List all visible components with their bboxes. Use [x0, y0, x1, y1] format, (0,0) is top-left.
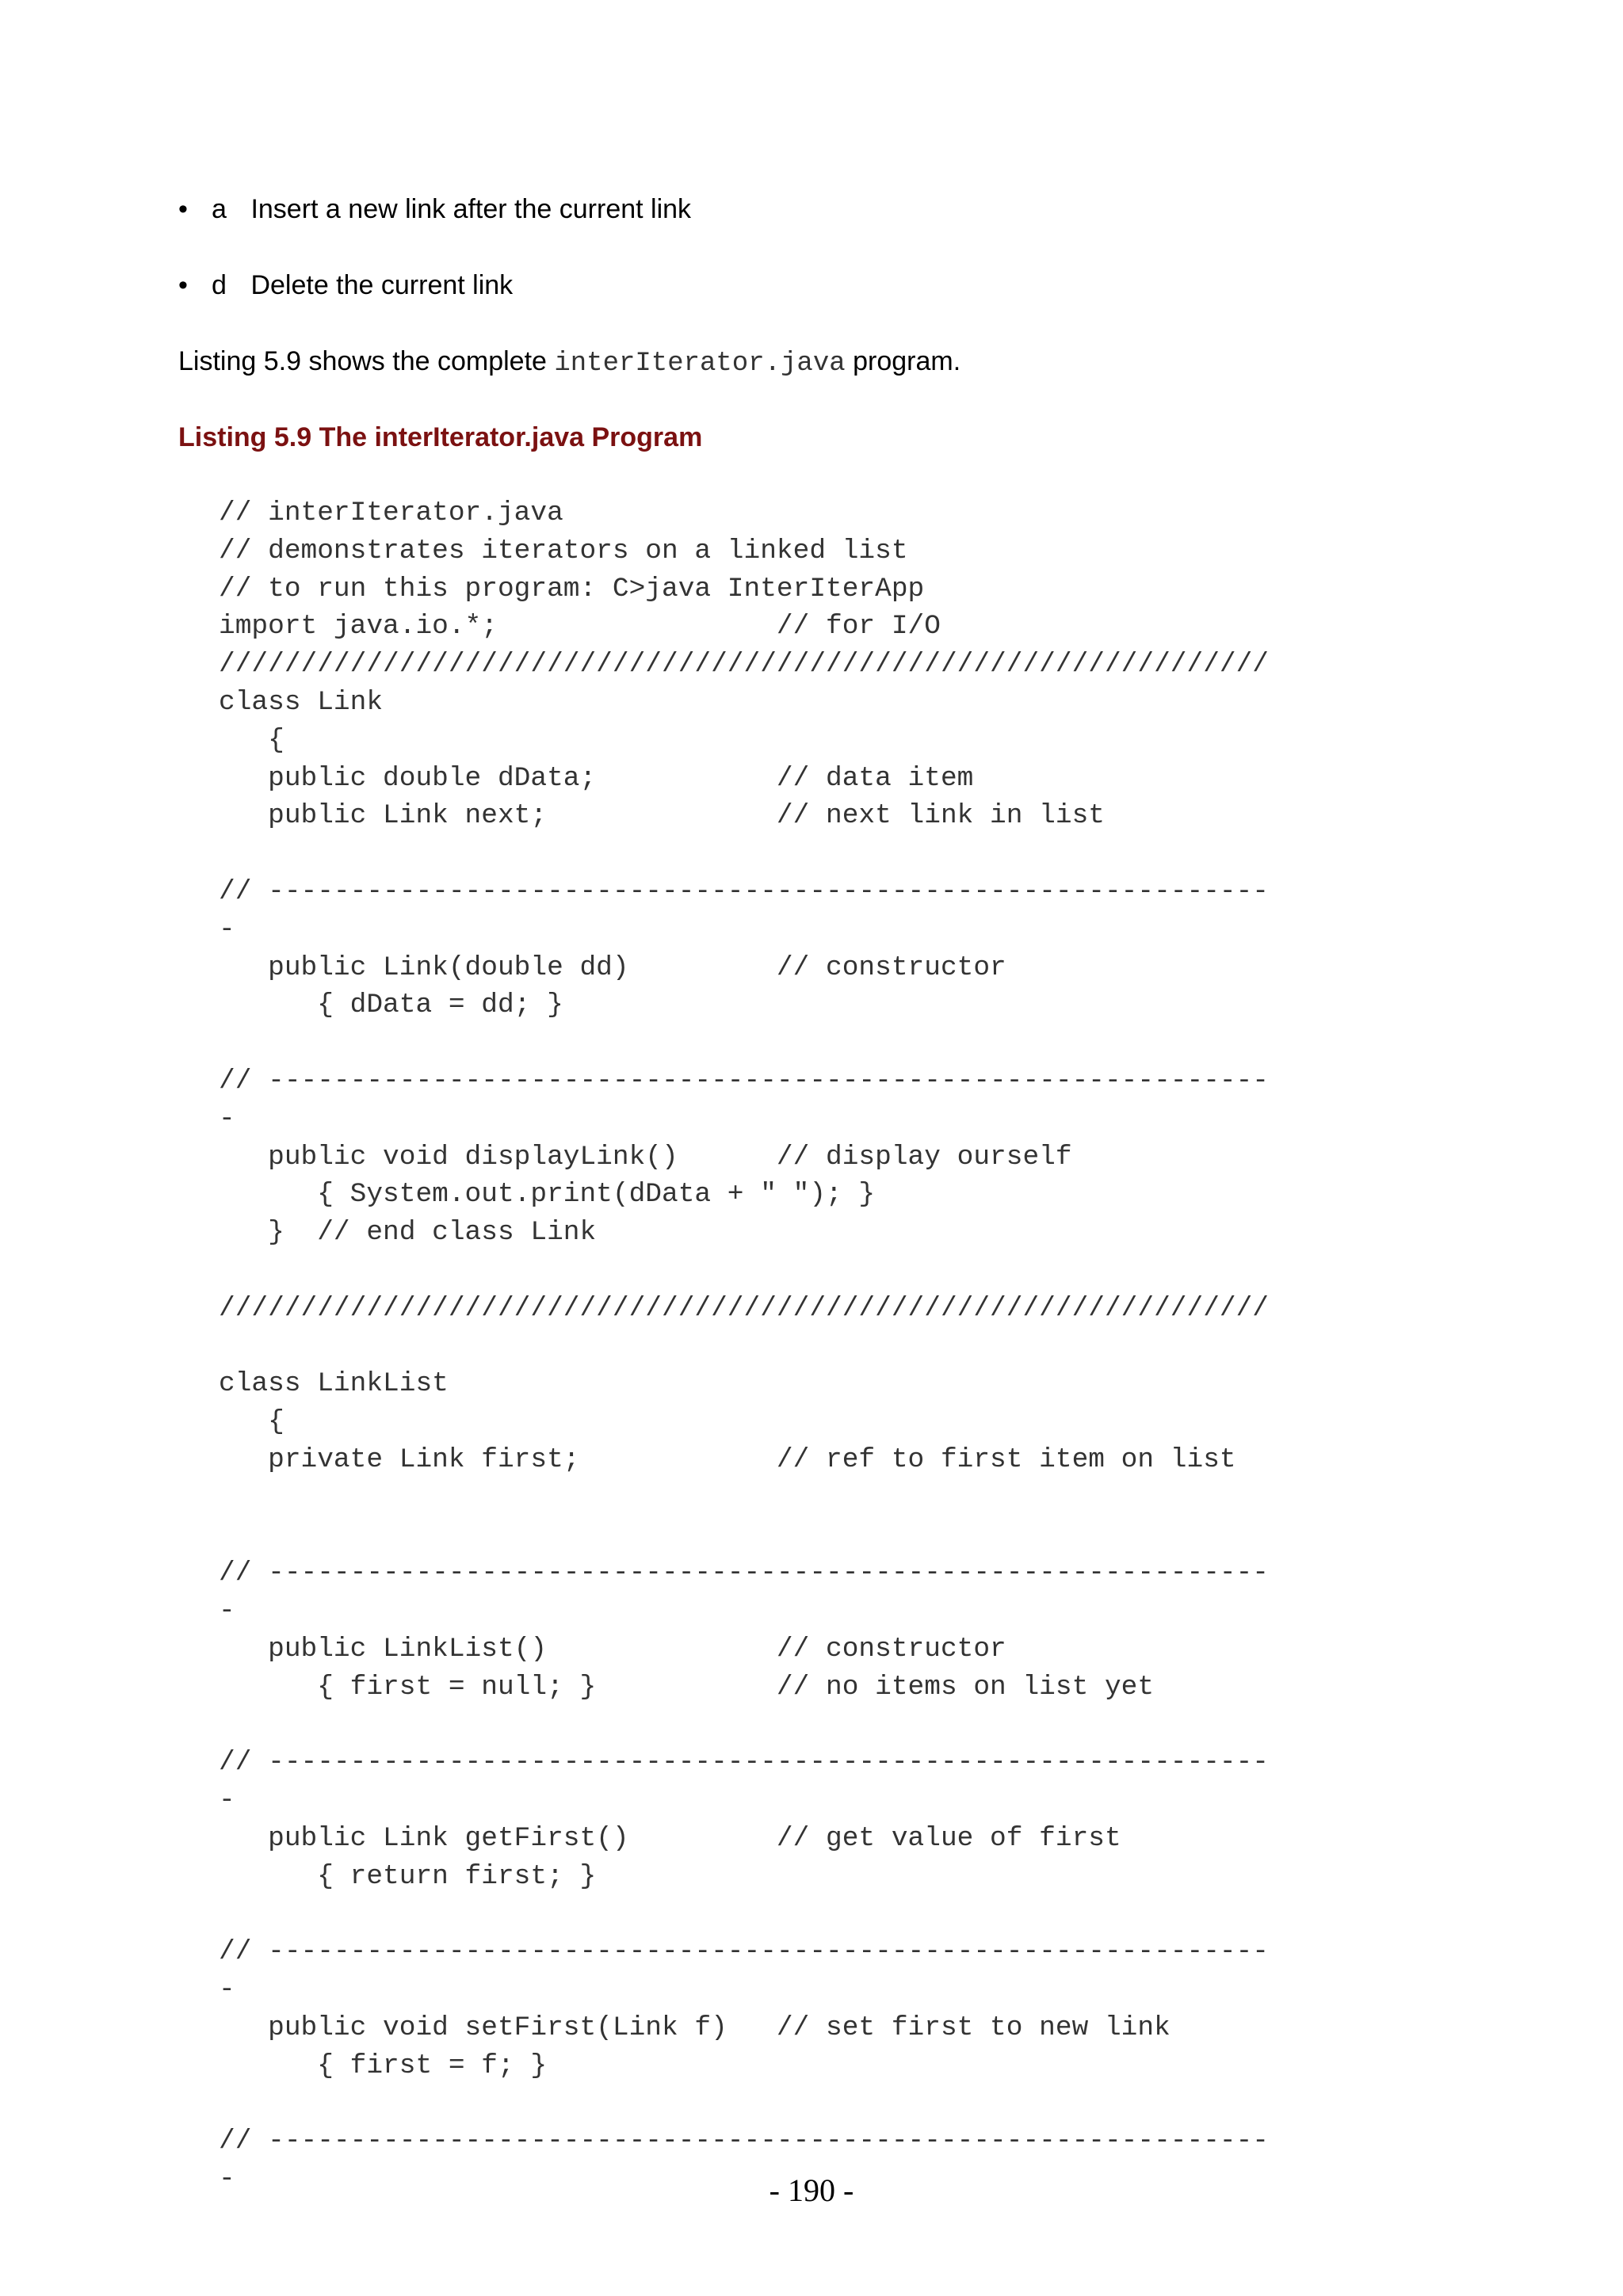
list-item [178, 190, 691, 266]
code-line: // ------------------------------------------------------------- [219, 1065, 1270, 1097]
code-line: { first = null; } // no items on list yet [219, 1671, 1155, 1703]
code-line: public double dData; // data item [219, 762, 974, 794]
code-line: public LinkList() // constructor [219, 1633, 1006, 1665]
code-line: { first = f; } [219, 2050, 548, 2081]
code-line: { [219, 724, 285, 756]
code-line: // ------------------------------------------------------------- [219, 2126, 1270, 2157]
code-line: - [219, 1103, 235, 1135]
code-line: - [219, 2164, 235, 2195]
code-line: class Link [219, 686, 384, 718]
code-line: // ------------------------------------------------------------- [219, 1558, 1270, 1589]
code-line [219, 2084, 1269, 2122]
code-line: { dData = dd; } [219, 990, 563, 1021]
code-line: public Link getFirst() // get value of first [219, 1822, 1121, 1854]
code-listing [219, 494, 1269, 2199]
code-line: public void setFirst(Link f) // set first to new link [219, 2012, 1170, 2043]
code-line [219, 1895, 1269, 1933]
code-line [219, 1479, 1269, 1517]
page-number: - 190 - [769, 2172, 854, 2208]
command-key: a [212, 194, 227, 224]
code-line: import java.io.*; // for I/O [219, 611, 941, 643]
code-line: public void displayLink() // display ourself [219, 1141, 1072, 1173]
inline-code-filename: interIterator.java [554, 349, 846, 379]
code-line: - [219, 1596, 235, 1627]
code-line [219, 1328, 1269, 1366]
code-line: //////////////////////////////////////////////////////////////// [219, 649, 1270, 681]
bullet-list [178, 190, 691, 342]
bullet-marker: • [178, 194, 188, 224]
list-item [178, 266, 691, 342]
code-line: // ------------------------------------------------------------- [219, 1747, 1270, 1779]
code-line: - [219, 913, 235, 945]
intro-text-before: Listing 5.9 shows the complete [178, 346, 555, 376]
code-line: // demonstrates iterators on a linked list [219, 535, 908, 566]
code-line [219, 1707, 1269, 1745]
code-line: // interIterator.java [219, 498, 563, 528]
code-line: { [219, 1406, 285, 1438]
code-line [219, 1252, 1269, 1290]
command-key: d [212, 270, 227, 300]
code-line: // ------------------------------------------------------------- [219, 875, 1270, 907]
listing-title: Listing 5.9 The interIterator.java Program [178, 422, 703, 452]
code-line: public Link(double dd) // constructor [219, 952, 1006, 983]
intro-text-after: program. [845, 346, 961, 376]
code-line: //////////////////////////////////////////////////////////////// [219, 1292, 1270, 1324]
intro-paragraph [178, 342, 960, 383]
code-line: // ------------------------------------------------------------- [219, 1936, 1270, 1968]
code-line: class LinkList [219, 1368, 449, 1400]
code-line: public Link next; // next link in list [219, 800, 1105, 832]
code-line: { return first; } [219, 1860, 597, 1892]
code-line: - [219, 1785, 235, 1817]
code-line [219, 1517, 1269, 1555]
code-line: - [219, 1974, 235, 2006]
bullet-marker: • [178, 270, 188, 300]
code-line: // to run this program: C>java InterIterApp [219, 573, 925, 605]
code-line [219, 835, 1269, 873]
code-line: private Link first; // ref to first item on list [219, 1444, 1236, 1475]
code-line: } // end class Link [219, 1217, 597, 1249]
code-line [219, 1024, 1269, 1062]
code-line: { System.out.print(dData + " "); } [219, 1179, 876, 1211]
command-description: Delete the current link [250, 270, 514, 300]
command-description: Insert a new link after the current link [250, 194, 692, 224]
